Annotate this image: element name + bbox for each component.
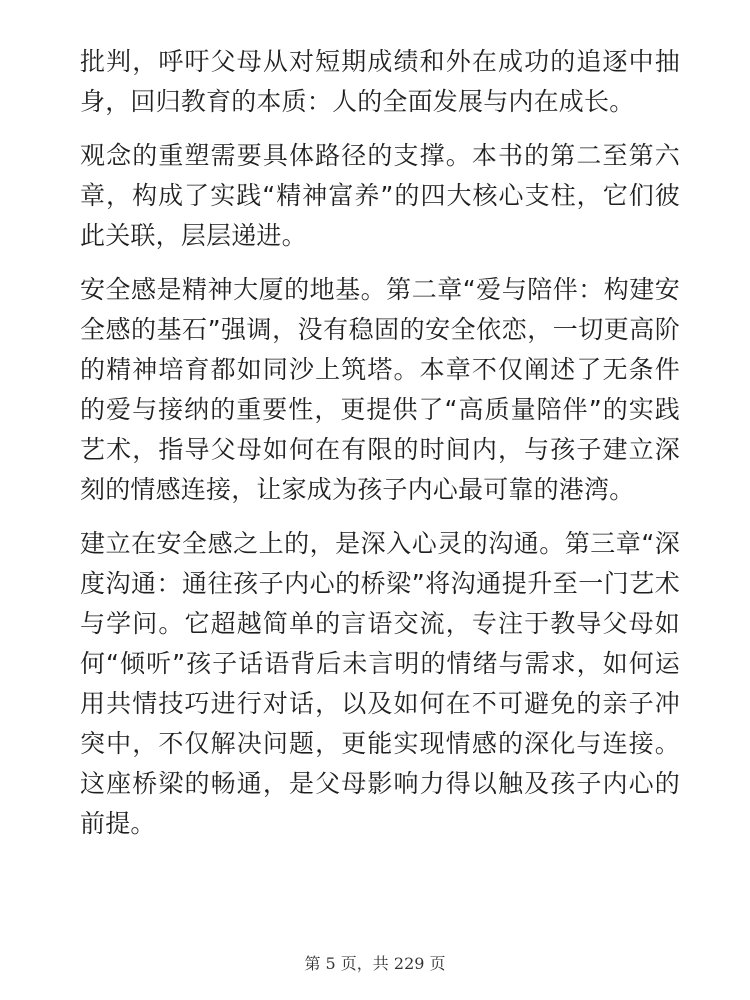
paragraph-4: 建立在安全感之上的，是深入心灵的沟通。第三章“深度沟通：通往孩子内心的桥梁”将沟通提升至一门艺术与学问。它超越简单的言语交流，专注于教导父母如何“倾听”孩子话语背后未言明的情绪与需求，如何运用共情技巧进行对话，以及如何在不可避免的亲子冲突中，不仅解决问题，更能实现情感的深化与连接。这座桥梁的畅通，是父母影响力得以触及孩子内心的前提。 bbox=[80, 529, 680, 838]
page-body bbox=[80, 42, 680, 858]
paragraph-2: 观念的重塑需要具体路径的支撑。本书的第二至第六章，构成了实践“精神富养”的四大核心支柱，它们彼此关联，层层递进。 bbox=[80, 141, 680, 250]
paragraph-3: 安全感是精神大厦的地基。第二章“爱与陪伴：构建安全感的基石”强调，没有稳固的安全依恋，一切更高阶的精神培育都如同沙上筑塔。本章不仅阐述了无条件的爱与接纳的重要性，更提供了“高质量陪伴”的实践艺术，指导父母如何在有限的时间内，与孩子建立深刻的情感连接，让家成为孩子内心最可靠的港湾。 bbox=[80, 275, 680, 504]
paragraph-1: 批判，呼吁父母从对短期成绩和外在成功的追逐中抽身，回归教育的本质：人的全面发展与内在成长。 bbox=[80, 47, 680, 116]
page-number-footer: 第 5 页，共 229 页 bbox=[304, 954, 446, 973]
